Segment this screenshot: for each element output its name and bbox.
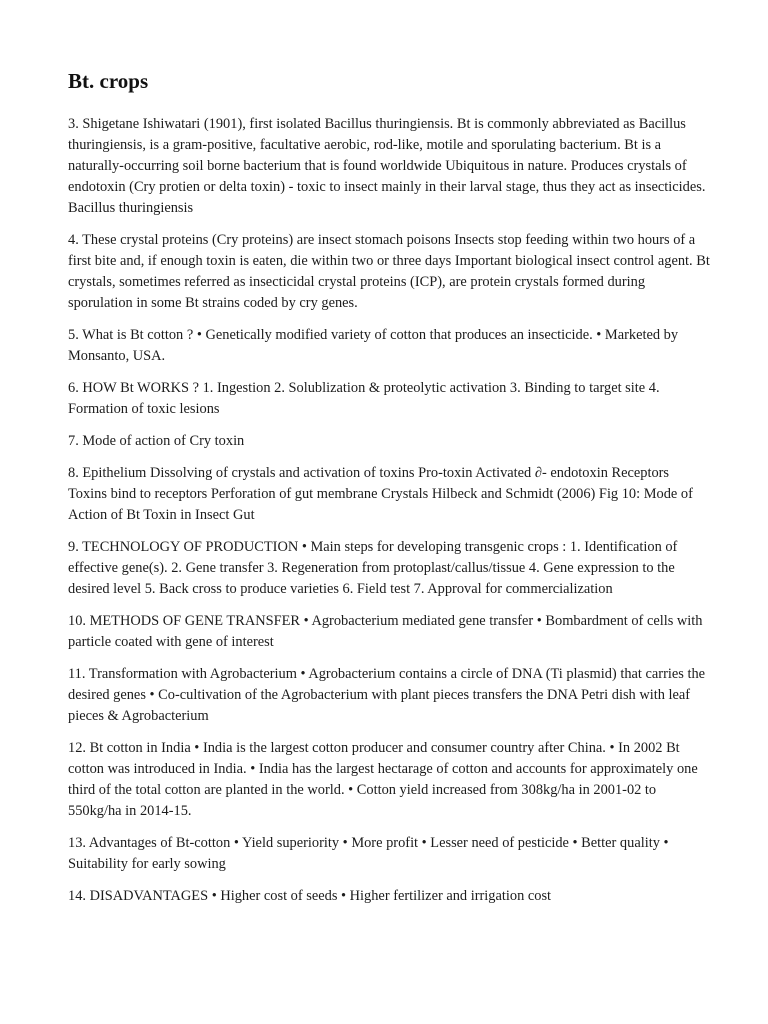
- paragraph-3-bacillus-origin: 3. Shigetane Ishiwatari (1901), first isolated Bacillus thuringiensis. Bt is commonly abbreviated as Bacillus thuringiensis, is a gram-positive, facultative aerobic, rod-like, motile and sporulating bacterium. Bt is a naturally-occurring soil borne bacterium that is found worldwide Ubiquitous in nature. Produces crystals of endotoxin (Cry protien or delta toxin) - toxic to insect mainly in their larval stage, thus they act as insecticides. Bacillus thuringiensis: [68, 116, 706, 216]
- page-title: Bt. crops: [68, 69, 149, 93]
- paragraph-12-bt-cotton-india: 12. Bt cotton in India • India is the largest cotton producer and consumer country after China. • In 2002 Bt cotton was introduced in India. • India has the largest hectarage of cotton and accounts for approximately one third of the total cotton are planted in the world. • Cotton yield increased from 308kg/ha in 2001-02 to 550kg/ha in 2014-15.: [68, 740, 698, 819]
- paragraph-11-agrobacterium: 11. Transformation with Agrobacterium • Agrobacterium contains a circle of DNA (Ti plasmid) that carries the desired genes • Co-cultivation of the Agrobacterium with plant pieces transfers the DNA Petri dish with leaf pieces & Agrobacterium: [68, 666, 706, 724]
- paragraph-9-technology-of-production: 9. TECHNOLOGY OF PRODUCTION • Main steps for developing transgenic crops : 1. Identification of effective gene(s). 2. Gene transfer 3. Regeneration from protoplast/callus/tissue 4. Gene expression to the desired level 5. Back cross to produce varieties 6. Field test 7. Approval for commercialization: [68, 539, 678, 597]
- paragraph-5-what-is-bt-cotton: 5. What is Bt cotton ? • Genetically modified variety of cotton that produces an insecticide. • Marketed by Monsanto, USA.: [68, 327, 679, 364]
- paragraph-10-methods-of-gene-transfer: 10. METHODS OF GENE TRANSFER • Agrobacterium mediated gene transfer • Bombardment of cells with particle coated with gene of interest: [68, 613, 703, 650]
- paragraph-4-crystal-proteins: 4. These crystal proteins (Cry proteins) are insect stomach poisons Insects stop feeding within two hours of a first bite and, if enough toxin is eaten, die within two or three days Important biological insect control agent. Bt crystals, sometimes referred as insecticidal crystal proteins (ICP), are protein crystals formed during sporulation in some Bt strains coded by cry genes.: [68, 232, 710, 311]
- paragraph-7-mode-of-action: 7. Mode of action of Cry toxin: [68, 433, 245, 449]
- paragraph-8-epithelium: 8. Epithelium Dissolving of crystals and activation of toxins Pro-toxin Activated ∂- endotoxin Receptors Toxins bind to receptors Perforation of gut membrane Crystals Hilbeck and Schmidt (2006) Fig 10: Mode of Action of Bt Toxin in Insect Gut: [68, 465, 693, 523]
- paragraph-6-how-bt-works: 6. HOW Bt WORKS ? 1. Ingestion 2. Solublization & proteolytic activation 3. Binding to target site 4. Formation of toxic lesions: [68, 380, 660, 417]
- paragraph-13-advantages: 13. Advantages of Bt-cotton • Yield superiority • More profit • Lesser need of pesticide • Better quality • Suitability for early sowing: [68, 835, 669, 872]
- paragraph-14-disadvantages: 14. DISADVANTAGES • Higher cost of seeds • Higher fertilizer and irrigation cost: [68, 888, 552, 904]
